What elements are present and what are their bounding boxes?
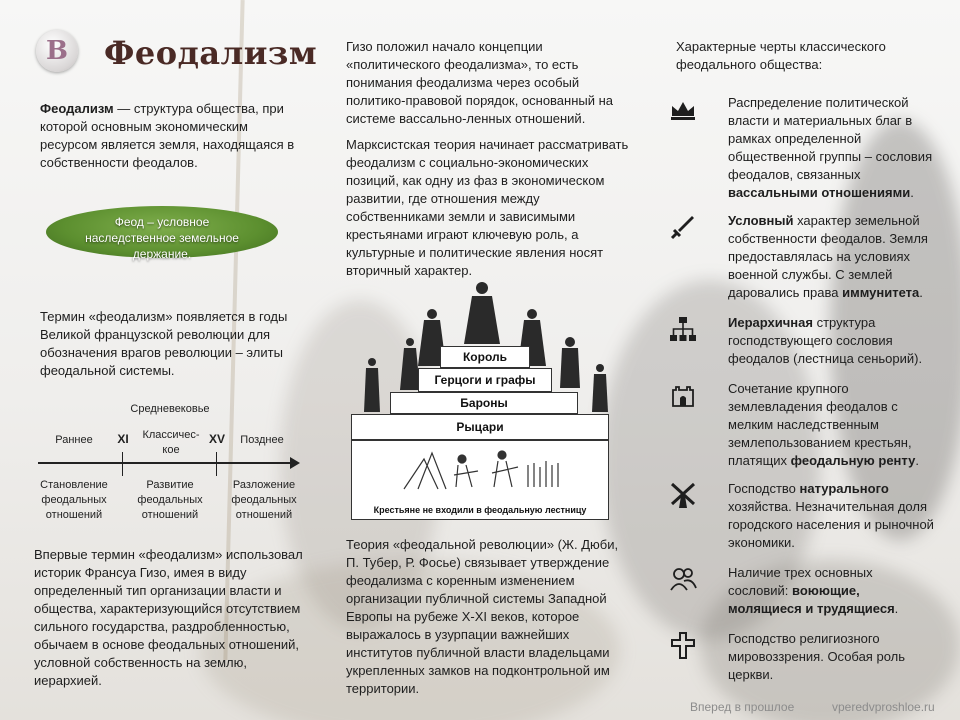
feature-6: [728, 564, 934, 618]
definition-text: [40, 100, 300, 172]
feature-5-bold: натурального: [799, 481, 889, 496]
timeline-stage-1: Становление феодальных отношений: [40, 479, 108, 521]
feature-5-end: хозяйства. Незначительная доля городского населения и рыночной экономики.: [728, 499, 934, 550]
castle-field-icon: [668, 380, 698, 410]
feature-3: [728, 314, 934, 368]
feature-1-end: .: [910, 185, 914, 200]
feature-4-text: Сочетание крупного землевладения феодалов с мелким наследственным землепользованием крестьян, платящих: [728, 381, 912, 468]
fief-caption: Феод – условное наследственное земельное держание.: [85, 215, 239, 261]
feature-4: [728, 380, 934, 470]
page-title: Феодализм: [104, 34, 318, 72]
windmill-icon: [668, 480, 698, 510]
timeline-xv: XV: [208, 432, 225, 446]
timeline-classic: Классичес-кое: [142, 429, 200, 456]
fief-illustration: [46, 206, 278, 276]
guizot-text: Впервые термин «феодализм» использовал историк Франсуа Гизо, имея в виду определенный тип организации власти и общества, характеризующийся отсутствием сильного государства, раздробленностью, обычаем в основе феодальных отношений, условной собственность на землю, иерархией.: [34, 547, 303, 688]
feature-2-end: .: [919, 285, 923, 300]
timeline-xi: XI: [117, 432, 129, 446]
term-origin-text: Термин «феодализм» появляется в годы Великой французской революции для обозначения врагов революции – элиты феодальной системы.: [40, 309, 288, 378]
peasants-caption: Крестьяне не входили в феодальную лестницу: [373, 505, 587, 515]
site-logo: [36, 30, 78, 72]
crown-icon: [668, 94, 698, 124]
peasants-working-icon: [398, 445, 568, 493]
timeline-axis: [38, 462, 294, 464]
feature-3-text: структура господствующего сословия феодалов (лестница сеньорий).: [728, 315, 923, 366]
pyramid-knights: Рыцари: [351, 414, 609, 440]
feature-1: [728, 94, 934, 202]
people-icon: [668, 564, 698, 594]
marxist-theory-text: Марксистская теория начинает рассматривать феодализм с социально-экономических позиций, как одну из фаз в экономическом развитии, где отношения между собственниками земли и зависимыми крестьянами играют ключевую роль, а культурные и политические явления носят вторичный характер.: [346, 137, 629, 278]
feature-1-text: Распределение политической власти и материальных благ в рамках определенной общественной группы – сословия феодалов, связанных: [728, 95, 933, 182]
pyramid-king: Король: [440, 346, 530, 368]
timeline-early: Раннее: [55, 434, 93, 446]
feudal-revolution-text: Теория «феодальной революции» (Ж. Дюби, П. Тубер, Р. Фосье) связывает утверждение феодализма с коренным изменением организации публичной системы Западной Европы на рубеже X-XI веков, которое выражалось в узурпации важнейших институтов публичной власти владельцами укрепленных замков на подконтрольной им территории.: [346, 537, 619, 696]
feature-2-bold-1: Условный: [728, 213, 794, 228]
feature-6-text: Наличие трех основных сословий:: [728, 565, 873, 598]
sword-icon: [668, 212, 698, 242]
footer-brand: Вперед в прошлое: [690, 700, 795, 714]
footer-url[interactable]: vperedvproshloe.ru: [832, 700, 935, 714]
definition-body: — структура общества, при которой основным экономическим ресурсом является земля, находящаяся в собственности феодалов.: [40, 101, 295, 170]
feature-5-text: Господство: [728, 481, 800, 496]
feature-2-bold-2: иммунитета: [842, 285, 920, 300]
logo-letter: B: [46, 36, 68, 66]
pyramid-peasants: [351, 440, 609, 520]
feature-3-bold: Иерархичная: [728, 315, 813, 330]
timeline-title: Средневековье: [130, 403, 210, 415]
feature-4-end: .: [915, 453, 919, 468]
timeline-tick-xv: [216, 452, 217, 476]
feature-4-bold: феодальную ренту: [790, 453, 916, 468]
feature-2-text: характер земельной собственности феодалов. Земля предоставлялась на условиях военной службы. С землей даровались права: [728, 213, 928, 300]
timeline-stage-2: Развитие феодальных отношений: [137, 479, 203, 521]
pyramid-barons: Бароны: [390, 392, 578, 414]
timeline-arrow-icon: [290, 457, 300, 469]
feature-6-bold: воюющие, молящиеся и трудящиеся: [728, 583, 895, 616]
feature-2: [728, 212, 934, 302]
guizot-concept-text: Гизо положил начало концепции «политического феодализма», то есть понимания феодализма через особый политико-правовой порядок, основанный на системе вассально-ленных отношений.: [346, 39, 614, 126]
feature-5: [728, 480, 934, 552]
timeline-late: Позднее: [240, 434, 284, 446]
timeline-stage-3: Разложение феодальных отношений: [231, 479, 297, 521]
features-heading: Характерные черты классического феодального общества:: [676, 39, 886, 72]
timeline-tick-xi: [122, 452, 123, 476]
hierarchy-icon: [668, 314, 698, 344]
feature-6-end: .: [894, 601, 899, 616]
feature-7: Господство религиозного мировоззрения. Особая роль церкви.: [728, 631, 905, 682]
cross-icon: [668, 630, 698, 660]
feature-1-bold: вассальными отношениями: [728, 185, 911, 200]
definition-term: Феодализм: [40, 101, 114, 116]
pyramid-dukes: Герцоги и графы: [418, 368, 552, 392]
